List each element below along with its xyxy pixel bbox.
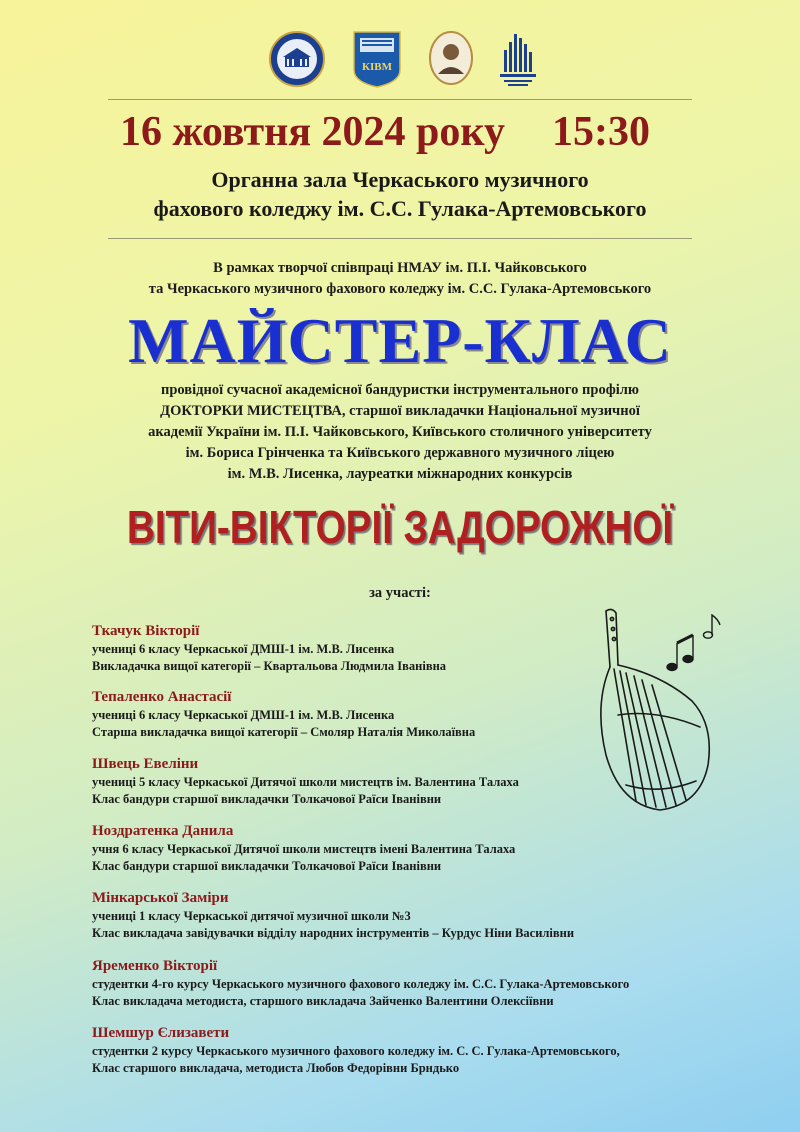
- participant-name: Шемшур Єлизавети: [92, 1025, 230, 1041]
- participant-item: [92, 957, 782, 1010]
- venue-line: фахового коледжу ім. С.С. Гулака-Артемовського: [153, 196, 647, 221]
- bio-line: провідної сучасної академісної бандуристки інструментального профілю: [161, 382, 639, 398]
- middle-divider: [108, 238, 692, 239]
- bandura-with-notes-icon: [596, 605, 730, 835]
- bio-line: ім. Бориса Грінченка та Київського державного музичного ліцею: [185, 445, 615, 461]
- participant-item: [92, 1024, 782, 1077]
- bio-line: ім. М.В. Лисенка, лауреатки міжнародних конкурсів: [227, 466, 573, 482]
- bio-line: академії України ім. П.І. Чайковського, Київського столичного університету: [148, 424, 652, 440]
- participant-teacher: Клас бандури старшої викладачки Толкачової Раїси Іванівни: [92, 792, 442, 806]
- participant-item: [92, 889, 782, 942]
- kivm-logo-text: КІВМ: [362, 61, 392, 73]
- portrait-logo: [428, 30, 474, 86]
- participant-name: Ткачук Вікторії: [92, 623, 200, 639]
- nmau-logo: [268, 30, 326, 88]
- participant-name: Ноздратенка Данила: [92, 823, 234, 839]
- presenter-bio: [0, 380, 800, 485]
- event-venue: [0, 165, 800, 223]
- event-datetime: [0, 108, 800, 160]
- intro-text: [0, 258, 800, 300]
- college-logo: [498, 30, 538, 88]
- presenter-name: ВІТИ-ВІКТОРІЇ ЗАДОРОЖНОЇ: [126, 501, 674, 553]
- venue-line: Органна зала Черкаського музичного: [211, 167, 589, 192]
- headline: МАЙСТЕР-КЛАС: [128, 305, 672, 376]
- participant-teacher: Старша викладачка вищої категорії – Смоляр Наталія Миколаївна: [92, 725, 476, 739]
- event-date: 16 жовтня 2024 року: [120, 109, 506, 155]
- top-divider: [108, 99, 692, 100]
- participant-teacher: Викладачка вищої категорії – Квартальова Людмила Іванівна: [92, 659, 447, 673]
- participant-name: Швець Евеліни: [92, 756, 199, 772]
- participation-label: за участі:: [369, 585, 431, 601]
- participant-name: Мінкарської Заміри: [92, 890, 229, 906]
- event-time: 15:30: [552, 109, 650, 155]
- intro-line: В рамках творчої співпраці НМАУ ім. П.І. Чайковського: [213, 260, 587, 276]
- participant-name: Яременко Вікторії: [92, 958, 218, 974]
- participant-teacher: Клас старшого викладача, методиста Любов Федорівни Брндько: [92, 1061, 460, 1075]
- participant-teacher: Клас бандури старшої викладачки Толкачової Раїси Іванівни: [92, 859, 442, 873]
- participant-detail: студентки 4-го курсу Черкаського музичного фахового коледжу ім. С.С. Гулака-Артемовського: [92, 977, 630, 991]
- participant-detail: учня 6 класу Черкаської Дитячої школи мистецтв імені Валентина Талаха: [92, 842, 516, 856]
- participant-detail: студентки 2 курсу Черкаського музичного фахового коледжу ім. С. С. Гулака-Артемовського,: [92, 1044, 620, 1058]
- participant-teacher: Клас викладача завідувачки відділу народних інструментів – Курдус Ніни Василівни: [92, 926, 575, 940]
- bio-line: ДОКТОРКИ МИСТЕЦТВА, старшої викладачки Національної музичної: [160, 403, 640, 419]
- participant-detail: учениці 6 класу Черкаської ДМШ-1 ім. М.В. Лисенка: [92, 708, 395, 722]
- intro-line: та Черкаського музичного фахового коледжу ім. С.С. Гулака-Артемовського: [148, 281, 652, 297]
- logo-row: [0, 30, 800, 88]
- participant-teacher: Клас викладача методиста, старшого викладача Зайченко Валентини Олексіївни: [92, 994, 554, 1008]
- participant-detail: учениці 6 класу Черкаської ДМШ-1 ім. М.В. Лисенка: [92, 642, 395, 656]
- kivm-logo: [352, 30, 402, 88]
- participant-name: Тепаленко Анастасії: [92, 689, 232, 705]
- participant-detail: учениці 5 класу Черкаської Дитячої школи мистецтв ім. Валентина Талаха: [92, 775, 519, 789]
- participant-detail: учениці 1 класу Черкаської дитячої музичної школи №3: [92, 909, 411, 923]
